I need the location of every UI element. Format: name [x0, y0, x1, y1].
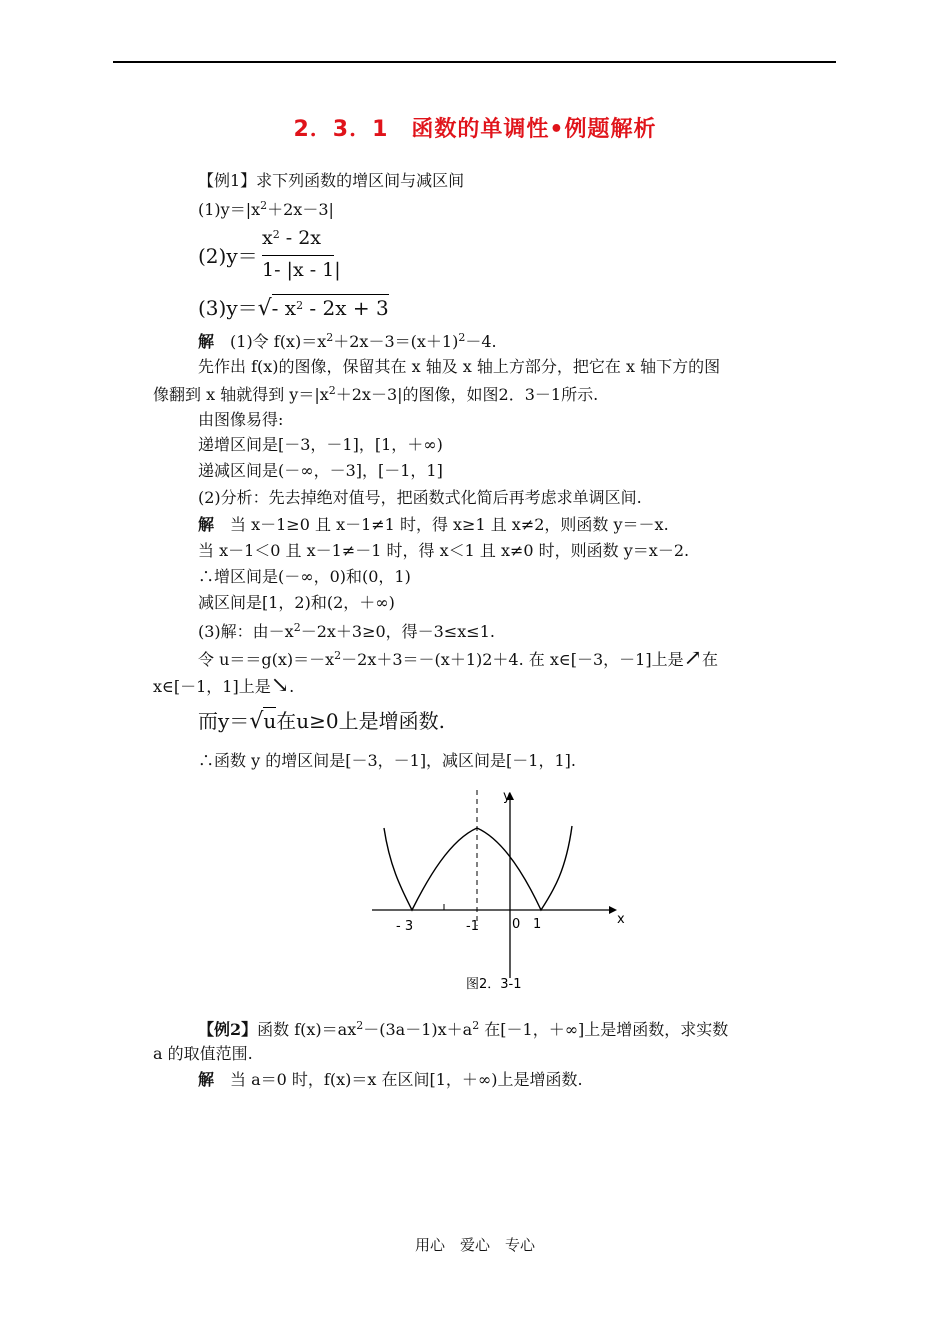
ex2-b: －(3a－1)x＋a: [363, 1020, 473, 1039]
ex2-exp2: 2: [472, 1019, 480, 1032]
numerator-a: x: [262, 227, 273, 249]
problem-1-exponent: 2: [260, 199, 268, 212]
s12-exp: 2: [293, 621, 301, 634]
solution-label: 解: [198, 332, 215, 351]
example2-line-2: a 的取值范围.: [153, 1044, 253, 1063]
solution-label-3: 解: [198, 1070, 215, 1089]
solution-line-2: 先作出 f(x)的图像，保留其在 x 轴及 x 轴上方部分，把它在 x 轴下方的图: [198, 357, 721, 376]
s15-radicand: u: [263, 709, 277, 733]
function-curve: [384, 826, 572, 910]
solution-line-15: [198, 710, 445, 733]
ex2-solution-text: 当 a＝0 时，f(x)＝x 在区间[1，＋∞)上是增函数.: [214, 1070, 583, 1089]
y-axis-label: y: [503, 789, 511, 804]
solution-line-12: [198, 621, 495, 643]
tick-label-1: 1: [533, 917, 542, 932]
solution-line-3: [153, 384, 598, 406]
numerator-b: - 2x: [279, 227, 322, 249]
example2-label: 【例2】: [198, 1020, 258, 1039]
sqrt-sign-icon: √: [257, 296, 272, 321]
increasing-intervals: 递增区间是[－3，－1]，[1，＋∞): [198, 435, 443, 454]
s3-a: 像翻到 x 轴就得到 y＝|x: [153, 385, 329, 404]
s1-c: －4.: [465, 332, 497, 351]
solution-line-13: [198, 648, 718, 671]
problem-2-denominator: 1- |x - 1|: [262, 259, 341, 281]
increasing-arrow-icon: ↗: [683, 646, 703, 671]
problem-2-prefix: (2)y＝: [198, 244, 258, 268]
sqrt-sign-icon-2: √: [249, 709, 264, 734]
problem-3-radicand: [272, 294, 389, 320]
page-footer: 用心 爱心 专心: [414, 1236, 535, 1254]
ex2-c: 在[－1，＋∞]上是增函数，求实数: [479, 1020, 729, 1039]
problem-3: [198, 297, 389, 320]
problem-3-prefix: (3)y＝: [198, 296, 258, 320]
x-axis-label: x: [617, 912, 625, 927]
s14-b: .: [289, 677, 295, 696]
page-title: 2．3．1 函数的单调性•例题解析: [293, 117, 657, 142]
numerator-exponent: 2: [272, 228, 280, 241]
s1-b: ＋2x－3＝(x＋1): [333, 332, 459, 351]
s15-a: 而y＝: [198, 709, 250, 733]
tick-label-neg1: -1: [466, 919, 479, 934]
example1-heading: [198, 170, 464, 192]
s12-b: －2x＋3≥0，得－3≤x≤1.: [300, 622, 495, 641]
solution-line-10: ∴增区间是(－∞，0)和(0，1): [198, 567, 411, 586]
s1-exp1: 2: [326, 331, 334, 344]
problem-1-text-a: (1)y＝|x: [198, 200, 261, 219]
solution-line-4: 由图像易得:: [198, 410, 284, 429]
decreasing-arrow-icon: ↘: [270, 673, 290, 698]
figure-caption: 图2．3-1: [466, 977, 522, 992]
fraction-bar: [262, 255, 334, 256]
solution-line-1: [198, 331, 497, 353]
s1-a: (1)令 f(x)＝x: [214, 332, 327, 351]
s1-exp2: 2: [458, 331, 466, 344]
example2-line-1: [198, 1019, 728, 1041]
s13-b: －2x＋3＝－(x＋1)2＋4. 在 x∈[－3，－1]上是: [341, 650, 684, 669]
analysis-line: (2)分析：先去掉绝对值号，把函数式化简后再考虑求单调区间.: [198, 488, 642, 507]
s13-exp: 2: [334, 649, 342, 662]
s15-b: 在u≥0上是增函数.: [276, 709, 445, 733]
ex2-exp1: 2: [356, 1019, 364, 1032]
s3-b: ＋2x－3|的图像，如图2．3－1所示.: [335, 385, 599, 404]
s8-text: 当 x－1≥0 且 x－1≠1 时，得 x≥1 且 x≠2，则函数 y＝－x.: [214, 515, 669, 534]
solution-line-14: [153, 675, 294, 698]
s14-a: x∈[－1，1]上是: [153, 677, 271, 696]
radicand-b: - 2x + 3: [303, 296, 389, 320]
problem-1: [198, 199, 334, 221]
s13-a: 令 u＝＝g(x)＝－x: [198, 650, 335, 669]
problem-1-text-b: ＋2x－3|: [267, 200, 334, 219]
radicand-a: - x: [271, 296, 297, 320]
example1-heading-text: 【例1】求下列函数的增区间与减区间: [198, 171, 465, 190]
s3-exp: 2: [328, 384, 336, 397]
decreasing-intervals: 递减区间是(－∞，－3]，[－1，1]: [198, 461, 443, 480]
header-rule: [113, 61, 836, 63]
solution-line-8: [198, 514, 669, 536]
tick-label-neg3: - 3: [396, 919, 414, 934]
problem-2-numerator: [262, 227, 321, 249]
conclusion-line: ∴函数 y 的增区间是[－3，－1]，减区间是[－1，1].: [198, 751, 576, 770]
radicand-exponent: 2: [296, 299, 304, 312]
figure-2-3-1: [360, 778, 640, 998]
x-axis-arrow-icon: [609, 906, 617, 914]
s12-a: (3)解：由－x: [198, 622, 294, 641]
solution-line-9: 当 x－1＜0 且 x－1≠－1 时，得 x＜1 且 x≠0 时，则函数 y＝x－2.: [198, 541, 690, 560]
solution-line-11: 减区间是[1，2)和(2，＋∞): [198, 593, 395, 612]
solution-label-2: 解: [198, 515, 215, 534]
s13-end: 在: [702, 650, 719, 669]
tick-label-0: 0: [512, 917, 521, 932]
example2-line-3: [198, 1069, 583, 1091]
ex2-a: 函数 f(x)＝ax: [257, 1020, 357, 1039]
